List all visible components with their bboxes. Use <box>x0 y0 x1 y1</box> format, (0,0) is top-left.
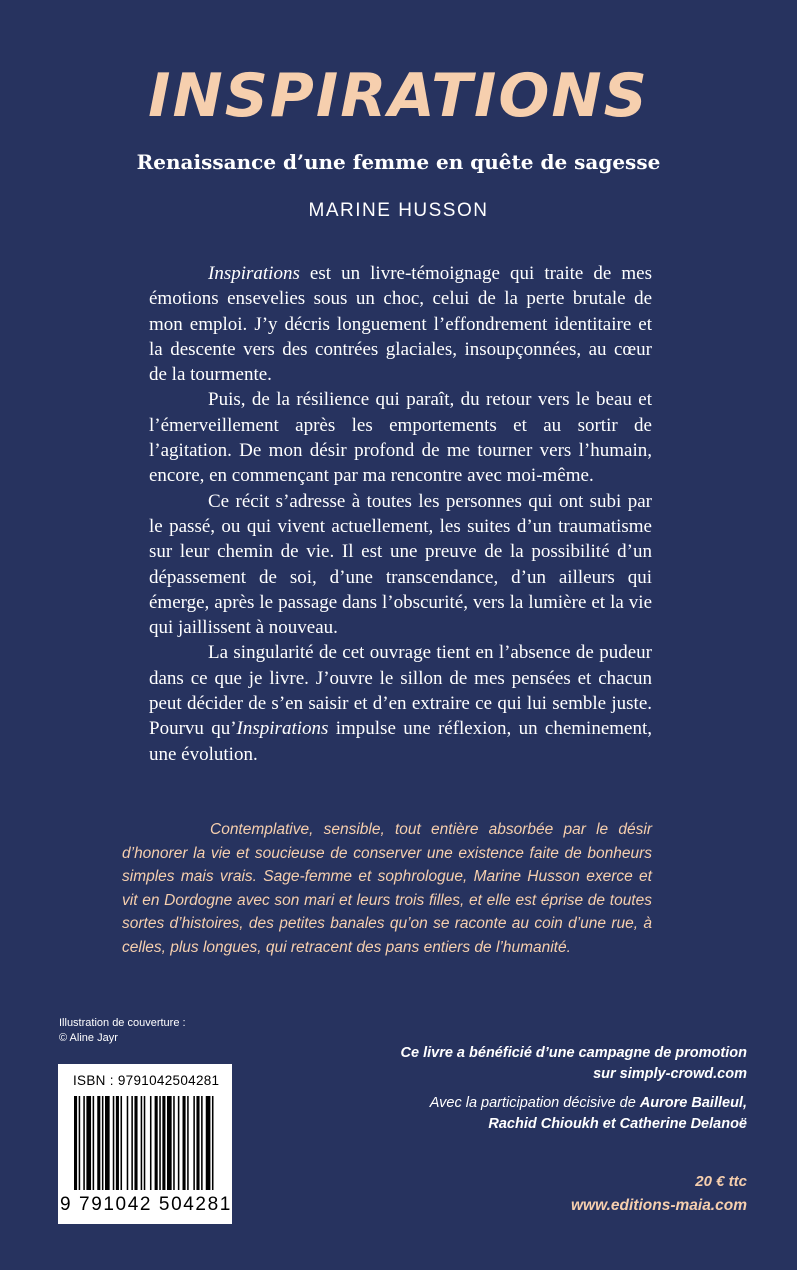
author-name: MARINE HUSSON <box>308 200 489 221</box>
book-title-italic: Inspirations <box>236 718 329 740</box>
promo-line-1: Ce livre a bénéficié d’une campagne de promotion <box>400 1045 747 1061</box>
participant-name: Aurore Bailleul, <box>639 1095 747 1111</box>
participation-intro: Avec la participation décisive de <box>429 1095 640 1111</box>
publisher-website: www.editions-maia.com <box>571 1197 747 1214</box>
illustration-credit <box>59 1016 186 1046</box>
isbn-label: ISBN : 9791042504281 <box>73 1073 220 1088</box>
credit-name: © Aline Jayr <box>59 1032 118 1044</box>
author-bio: Contemplative, sensible, tout entière absorbée par le désir d’honorer la vie et soucieuse de conserver une existence faite de bonheurs simples mais vrais. Sage-femme et sophrologue, Marine Husson exerce et vit en Dordogne avec son mari et leurs trois filles, et elle est éprise de toutes sortes d’histoires, des petites banales qu’on se raconte au coin d’une rue, à celles, plus longues, qui retracent des pans entiers de l’humanité. <box>122 821 652 956</box>
participation-line-2 <box>367 1114 747 1135</box>
blurb-paragraph-4-text-b: impulse une réflexion, un cheminement, une évolution. <box>149 718 652 765</box>
blurb-paragraph-4 <box>149 640 652 766</box>
barcode-icon <box>60 1094 230 1194</box>
blurb-paragraph-3: Ce récit s’adresse à toutes les personnes qui ont subi par le passé, ou qui vivent actuellement, les suites d’un traumatisme sur leur chemin de vie. Il est une preuve de la possibilité d’un dépassement de soi, d’une transcendance, d’un ailleurs qui émerge, après le passage dans l’obscurité, vers la lumière et la vie qui jaillissent à nouveau. <box>149 490 652 639</box>
participation-notice <box>367 1093 747 1135</box>
promo-notice <box>367 1043 747 1085</box>
blurb-paragraph-1-text: est un livre-témoignage qui traite de mes émotions ensevelies sous un choc, celui de la perte brutale de mon emploi. J’y décris longuement l’effondrement identitaire et la descente vers des contrées glaciales, insoupçonnées, au cœur de la tourmente. <box>149 263 652 386</box>
credit-label: Illustration de couverture : <box>59 1017 186 1029</box>
price: 20 € ttc <box>695 1173 747 1190</box>
blurb-text <box>149 261 652 767</box>
blurb-paragraph-1 <box>149 261 652 387</box>
book-title-italic: Inspirations <box>208 263 300 284</box>
book-title: INSPIRATIONS <box>148 61 649 131</box>
isbn-barcode <box>58 1064 232 1224</box>
promo-line-2: sur simply-crowd.com <box>593 1066 747 1082</box>
participation-line-1 <box>367 1093 747 1114</box>
blurb-paragraph-2: Puis, de la résilience qui paraît, du retour vers le beau et l’émerveillement après les emportements et au sortir de l’agitation. De mon désir profond de me tourner vers l’humain, encore, en commençant par ma rencontre avec moi-même. <box>149 389 652 487</box>
barcode-digits: 9 791042 504281 <box>60 1194 232 1215</box>
blurb-paragraph-4-text-a: La singularité de cet ouvrage tient en l’absence de pudeur dans ce que je livre. J’ouvre le sillon de mes pensées et chacun peut décider de s’en saisir et d’en extraire ce qui lui semble juste. Pourvu qu’ <box>149 642 652 740</box>
participant-names: Rachid Chioukh et Catherine Delanoë <box>488 1116 747 1132</box>
book-subtitle: Renaissance d’une femme en quête de sagesse <box>136 150 661 174</box>
